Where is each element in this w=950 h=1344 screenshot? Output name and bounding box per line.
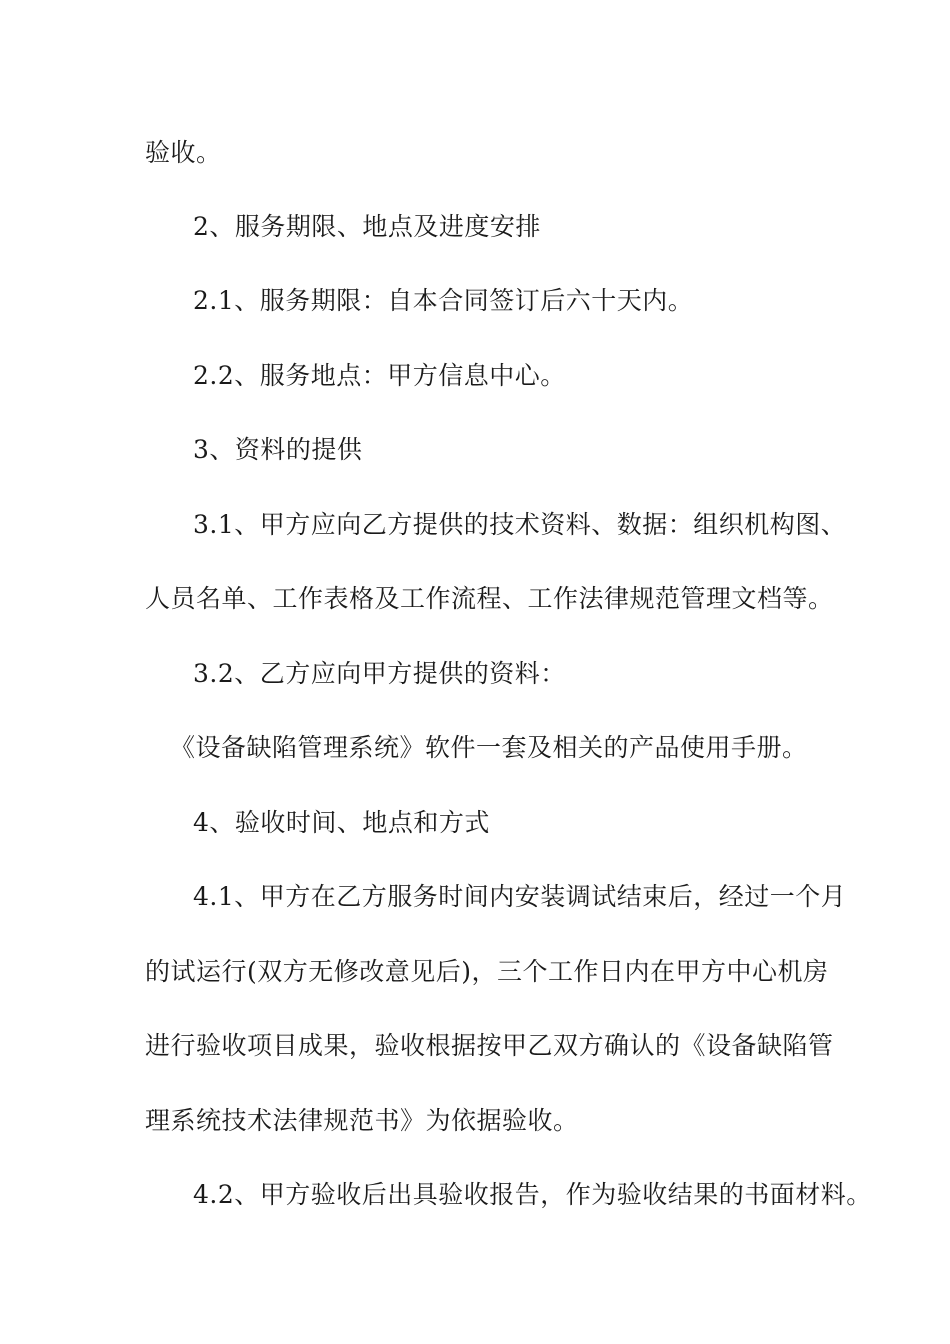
paragraph-line: 人员名单、工作表格及工作流程、工作法律规范管理文档等。 (145, 584, 834, 613)
paragraph-line: 理系统技术法律规范书》为依据验收。 (145, 1106, 579, 1135)
paragraph-line: 进行验收项目成果，验收根据按甲乙双方确认的《设备缺陷管 (145, 1031, 834, 1060)
paragraph-line: 《设备缺陷管理系统》软件一套及相关的产品使用手册。 (170, 733, 808, 762)
section-heading: 2、服务期限、地点及进度安排 (193, 212, 541, 241)
paragraph-line: 的试运行(双方无修改意见后)，三个工作日内在甲方中心机房 (145, 957, 829, 986)
section-heading: 3、资料的提供 (193, 435, 363, 464)
paragraph-line: 3.1、甲方应向乙方提供的技术资料、数据：组织机构图、 (193, 510, 847, 539)
paragraph-line: 4.1、甲方在乙方服务时间内安装调试结束后，经过一个月 (193, 882, 847, 911)
section-heading: 4、验收时间、地点和方式 (193, 808, 490, 837)
paragraph-line: 验收。 (145, 138, 222, 167)
paragraph-line: 2.2、服务地点：甲方信息中心。 (193, 361, 566, 390)
paragraph-line: 3.2、乙方应向甲方提供的资料： (193, 659, 566, 688)
paragraph-line: 2.1、服务期限：自本合同签订后六十天内。 (193, 286, 694, 315)
paragraph-line: 4.2、甲方验收后出具验收报告，作为验收结果的书面材料。 (193, 1180, 872, 1209)
